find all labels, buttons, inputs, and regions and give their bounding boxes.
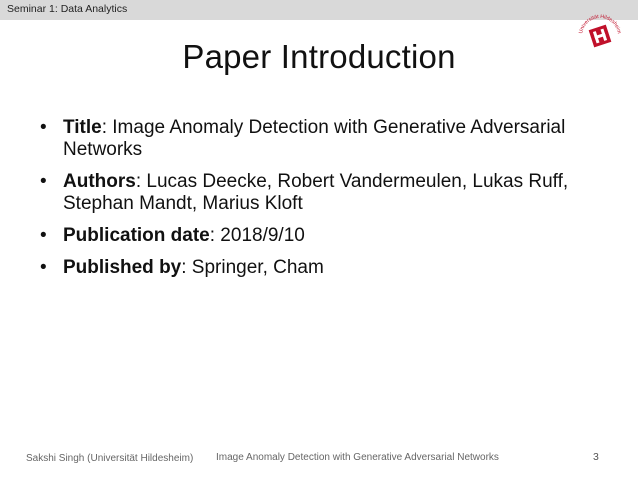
- bullet-value: : 2018/9/10: [209, 225, 305, 246]
- bullet-value: : Image Anomaly Detection with Generative Adversarial Networks: [63, 117, 566, 160]
- header-text: Seminar 1: Data Analytics: [7, 3, 128, 15]
- header-bar: [0, 0, 638, 20]
- bullet-dot-icon: •: [40, 117, 47, 138]
- bullet-title: [40, 117, 600, 161]
- svg-text:Universität Hildesheim: Universität Hildesheim: [578, 13, 622, 35]
- footer-author: Sakshi Singh (Universität Hildesheim): [26, 453, 194, 464]
- bullet-publication-date: [40, 225, 600, 247]
- bullet-list: [40, 117, 600, 289]
- bullet-label: Publication date: [63, 225, 210, 246]
- bullet-dot-icon: •: [40, 257, 47, 278]
- bullet-value: : Lucas Deecke, Robert Vandermeulen, Lukas Ruff, Stephan Mandt, Marius Kloft: [63, 171, 569, 214]
- bullet-published-by: [40, 257, 600, 279]
- bullet-label: Published by: [63, 257, 182, 278]
- bullet-label: Authors: [63, 171, 136, 192]
- page-number: 3: [593, 451, 599, 463]
- bullet-authors: [40, 171, 600, 215]
- bullet-label: Title: [63, 117, 102, 138]
- footer-title: Image Anomaly Detection with Generative Adversarial Networks: [216, 452, 499, 463]
- bullet-dot-icon: •: [40, 225, 47, 246]
- bullet-dot-icon: •: [40, 171, 47, 192]
- bullet-value: : Springer, Cham: [181, 257, 324, 278]
- slide-title: Paper Introduction: [182, 38, 456, 75]
